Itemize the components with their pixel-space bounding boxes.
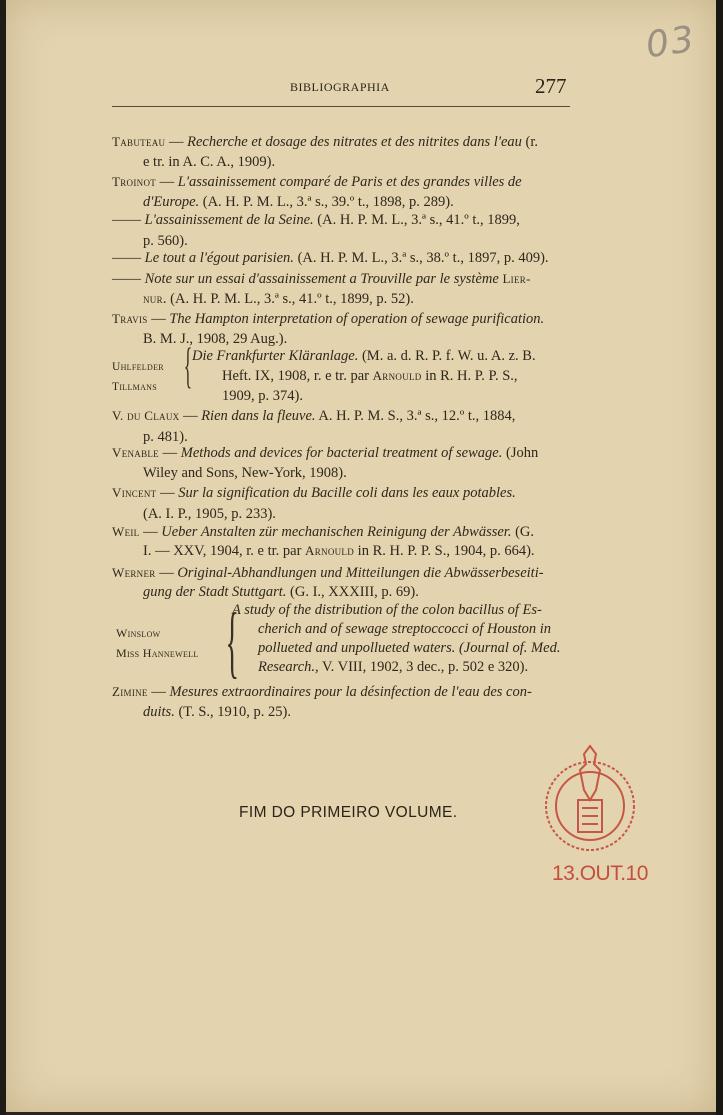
entry-troinot4-line2: nur. (A. H. P. M. L., 3.ª s., 41.º t., 1899, p. 52). (143, 291, 414, 307)
volume-end-note: FIM DO PRIMEIRO VOLUME. (239, 804, 458, 821)
work-title: Mesures extraordinaires pour la désinfection de l'eau des con- (169, 684, 532, 700)
library-seal-icon (540, 738, 640, 863)
entry-duclaux-line2: p. 481). (143, 429, 188, 445)
entry-troinot3: —— Le tout a l'égout parisien. (A. H. P. M. L., 3.ª s., 38.º t., 1897, p. 409). (112, 250, 549, 266)
entry-venable-line1: Venable — Methods and devices for bacterial treatment of sewage. (John (112, 445, 539, 461)
entry-werner-line1: Werner — Original-Abhandlungen und Mitteilungen die Abwässerbeseiti- (112, 565, 544, 581)
work-title: Sur la signification du Bacille coli dans les eaux potables. (178, 485, 516, 501)
entry-uhlfelder-line1: Die Frankfurter Kläranlage. (M. a. d. R. P. f. W. u. A. z. B. (192, 348, 536, 364)
entry-troinot-line1: Troinot — L'assainissement comparé de Paris et des grandes villes de (112, 174, 522, 190)
work-title: Methods and devices for bacterial treatment of sewage. (180, 445, 503, 461)
work-title: Rien dans la fleuve. (201, 408, 316, 424)
stamp-date: 13.OUT.10 (552, 862, 648, 885)
author-tillmans: Tillmans (112, 381, 157, 393)
entry-weil-line2: I. — XXV, 1904, r. e tr. par Arnould in R. H. P. P. S., 1904, p. 664). (143, 543, 535, 559)
author-hannewell: Miss Hannewell (116, 646, 199, 660)
author-name: Venable (112, 445, 159, 460)
entry-troinot2-line1: —— L'assainissement de la Seine. (A. H. P. M. L., 3.ª s., 41.º t., 1899, (112, 212, 520, 228)
entry-troinot-line2: d'Europe. (A. H. P. M. L., 3.ª s., 39.º t., 1898, p. 289). (143, 194, 454, 210)
entry-vincent-line1: Vincent — Sur la signification du Bacille coli dans les eaux potables. (112, 485, 516, 501)
entry-tabuteau-line2: e tr. in A. C. A., 1909). (143, 154, 276, 170)
author-name: Zimine (112, 684, 148, 699)
entry-uhlfelder-line2: Heft. IX, 1908, r. e tr. par Arnould in R. H. P. P. S., (222, 368, 518, 384)
author-uhlfelder: Uhlfelder (112, 361, 164, 373)
running-title: BIBLIOGRAPHIA (290, 80, 390, 94)
author-name: Travis (112, 311, 148, 326)
entry-zimine-line2: duits. (T. S., 1910, p. 25). (143, 704, 291, 720)
author-name: Weil (112, 524, 140, 539)
entry-winslow-line1 (232, 602, 542, 619)
entry-weil-line1: Weil — Ueber Anstalten zür mechanischen Reinigung der Abwässer. (G. (112, 524, 535, 540)
entry-travis-line1: Travis — The Hampton interpretation of operation of sewage purification. (112, 311, 545, 327)
work-title: Recherche et dosage des nitrates et des nitrites dans l'eau (187, 134, 522, 150)
header-rule (112, 106, 570, 107)
entry-duclaux-line1: V. du Claux — Rien dans la fleuve. A. H. P. M. S., 3.ª s., 12.º t., 1884, (112, 408, 516, 424)
author-name: V. du Claux (112, 408, 180, 423)
entry-tabuteau-line1: Tabuteau — Recherche et dosage des nitrates et des nitrites dans l'eau (r. (112, 134, 538, 150)
work-title: Die Frankfurter Kläranlage. (192, 348, 359, 364)
entry-werner-line2: gung der Stadt Stuttgart. (G. I., XXXIII, p. 69). (143, 584, 419, 600)
brace-icon: { (225, 598, 239, 686)
entry-uhlfelder-line3: 1909, p. 374). (222, 388, 303, 404)
work-title: The Hampton interpretation of operation of sewage purification. (169, 311, 545, 327)
entry-travis-line2: B. M. J., 1908, 29 Aug.). (143, 331, 288, 347)
work-title: Le tout a l'égout parisien. (144, 250, 294, 266)
author-name: Werner (112, 565, 156, 580)
entry-zimine-line1: Zimine — Mesures extraordinaires pour la désinfection de l'eau des con- (112, 684, 532, 700)
entry-winslow-line2: cherich and of sewage streptoccocci of Houston in (258, 621, 552, 637)
author-name: Tabuteau (112, 134, 166, 149)
author-winslow: Winslow (116, 626, 161, 640)
brace-icon: { (183, 337, 193, 393)
entry-troinot4-line1: —— Note sur un essai d'assainissement a Trouville par le système Lier- (112, 271, 531, 287)
entry-vincent-line2: (A. I. P., 1905, p. 233). (143, 506, 276, 522)
work-title: A study of the distribution of the colon bacillus of Es- (232, 602, 542, 618)
entry-venable-line2: Wiley and Sons, New-York, 1908). (143, 465, 347, 481)
entry-troinot2-line2: p. 560). (143, 233, 188, 249)
author-name: Troinot (112, 174, 157, 189)
work-title: L'assainissement comparé de Paris et des grandes villes de (177, 174, 522, 190)
work-title: Original-Abhandlungen und Mitteilungen die Abwässerbeseiti- (177, 565, 544, 581)
work-title: L'assainissement de la Seine. (144, 212, 314, 228)
pencil-mark: 03 (643, 18, 699, 67)
entry-winslow-line4: Research., V. VIII, 1902, 3 dec., p. 502 e 320). (258, 659, 529, 675)
page-edge-right (716, 0, 723, 1115)
work-title: Note sur un essai d'assainissement a Trouville par le système (144, 271, 499, 287)
page-number: 277 (535, 74, 567, 98)
work-title: Ueber Anstalten zür mechanischen Reinigung der Abwässer. (161, 524, 512, 540)
author-name: Vincent (112, 485, 157, 500)
entry-winslow-line3: pollueted and unpollueted waters. (Journal of. Med. (258, 640, 561, 656)
